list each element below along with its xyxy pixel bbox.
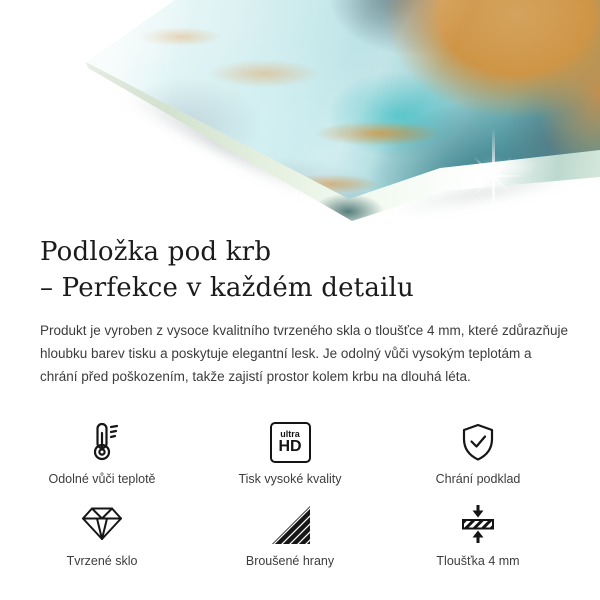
ultra-hd-icon bbox=[270, 420, 311, 464]
feature-label: Tisk vysoké kvality bbox=[238, 472, 342, 486]
ultra-hd-badge-top: ultra bbox=[280, 429, 300, 439]
feature-label: Tvrzené sklo bbox=[66, 554, 138, 568]
page-title-line1: Podložka pod krb bbox=[40, 237, 272, 267]
shield-check-icon bbox=[456, 420, 500, 464]
feature-heat-resistant bbox=[8, 420, 196, 487]
feature-label: Odolné vůči teplotě bbox=[48, 472, 156, 486]
feature-thickness bbox=[384, 502, 572, 569]
feature-label: Chrání podklad bbox=[435, 472, 521, 486]
page-title-line2: – Perfekce v každém detailu bbox=[40, 273, 414, 303]
feature-grid bbox=[8, 420, 572, 569]
feature-tempered-glass bbox=[8, 502, 196, 569]
feature-ground-edges bbox=[196, 502, 384, 569]
feature-protects-surface bbox=[384, 420, 572, 487]
beveled-edges-icon bbox=[269, 502, 311, 546]
thickness-4mm-icon bbox=[456, 502, 500, 546]
feature-print-quality bbox=[196, 420, 384, 487]
thermometer-icon bbox=[80, 420, 124, 464]
ultra-hd-badge-bottom: HD bbox=[278, 438, 302, 455]
diamond-icon bbox=[79, 502, 125, 546]
feature-label: Broušené hrany bbox=[245, 554, 335, 568]
feature-label: Tloušťka 4 mm bbox=[436, 554, 520, 568]
product-description: Produkt je vyroben z vysoce kvalitního tvrzeného skla o tloušťce 4 mm, které zdůrazňuje hloubku barev tisku a poskytuje elegantní lesk. Je odolný vůči vysokým teplotám a chrání před poškozením, takže zajistí prostor kolem krbu na dlouhá léta. bbox=[40, 323, 569, 384]
product-photo bbox=[0, 0, 600, 230]
page-title bbox=[40, 234, 570, 306]
